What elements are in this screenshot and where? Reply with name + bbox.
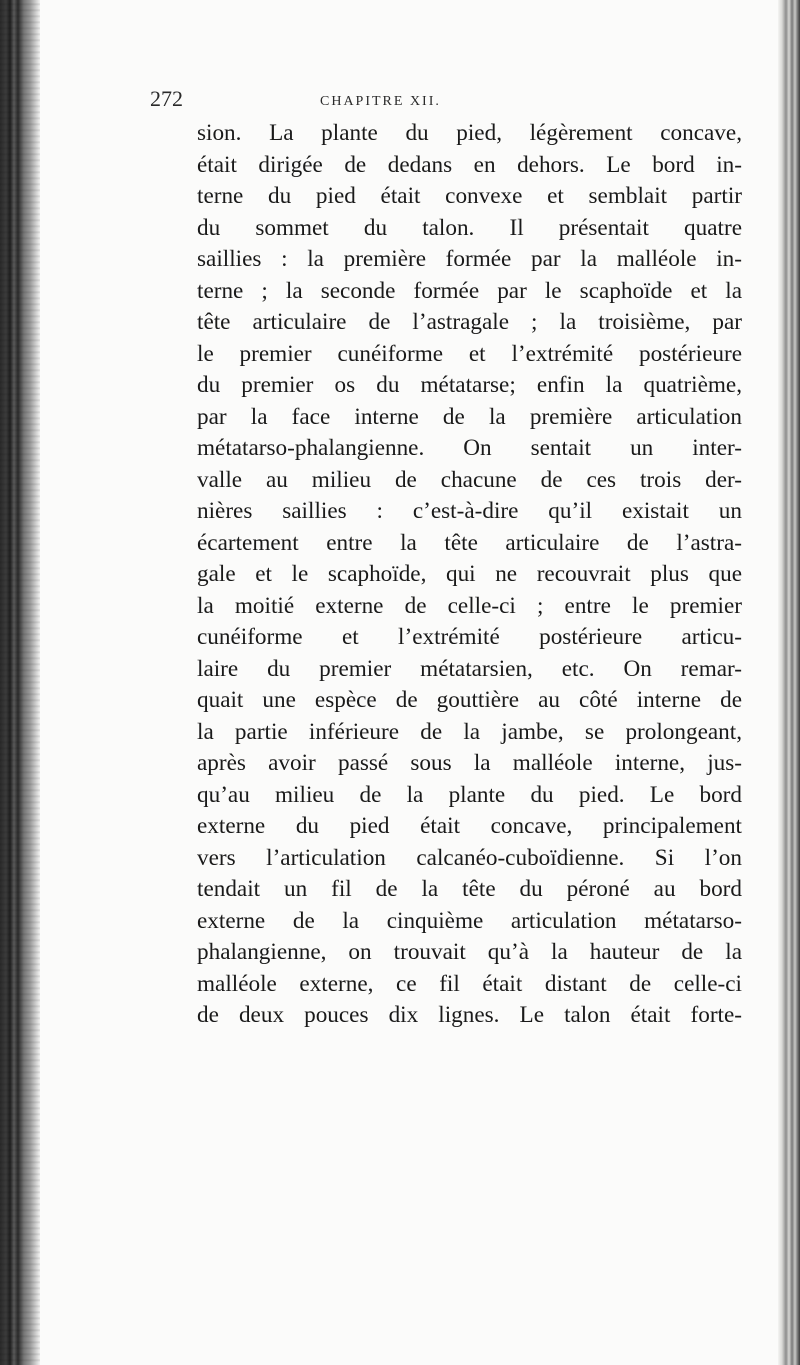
text-line: nières saillies : c’est-à-dire qu’il existait un <box>197 498 742 524</box>
running-head: CHAPITRE XII. <box>320 94 441 109</box>
text-line: externe du pied était concave, principalement <box>197 813 742 839</box>
text-line: tête articulaire de l’astragale ; la troisième, par <box>197 309 742 335</box>
text-line: laire du premier métatarsien, etc. On remar- <box>197 655 742 682</box>
body-text <box>197 118 742 1032</box>
text-line: qu’au milieu de la plante du pied. Le bord <box>197 781 742 808</box>
text-line: la partie inférieure de la jambe, se prolongeant, <box>197 718 742 745</box>
text-line: sion. La plante du pied, légèrement concave, <box>197 120 742 146</box>
text-line: était dirigée de dedans en dehors. Le bord in- <box>197 151 742 178</box>
text-line: vers l’articulation calcanéo-cuboïdienne. Si l’on <box>197 844 742 871</box>
text-line: la moitié externe de celle-ci ; entre le premier <box>197 592 742 619</box>
text-line: le premier cunéiforme et l’extrémité postérieure <box>197 340 742 367</box>
binding-texture <box>0 0 40 1365</box>
text-line: du sommet du talon. Il présentait quatre <box>197 214 742 241</box>
page-number: 272 <box>150 86 183 111</box>
text-line: par la face interne de la première articulation <box>197 403 742 430</box>
text-line: malléole externe, ce fil était distant de celle-ci <box>197 970 742 997</box>
page-header <box>150 86 710 116</box>
text-line: écartement entre la tête articulaire de l’astra- <box>197 529 742 556</box>
text-line: externe de la cinquième articulation métatarso- <box>197 907 742 934</box>
text-line: tendait un fil de la tête du péroné au bord <box>197 876 742 902</box>
text-line: de deux pouces dix lignes. Le talon était forte- <box>197 1002 742 1028</box>
text-line: métatarso-phalangienne. On sentait un inter- <box>197 435 742 461</box>
text-line: terne du pied était convexe et semblait partir <box>197 183 742 209</box>
text-line: terne ; la seconde formée par le scaphoïde et la <box>197 277 742 304</box>
text-line: valle au milieu de chacune de ces trois der- <box>197 466 742 493</box>
text-line: gale et le scaphoïde, qui ne recouvrait plus que <box>197 561 742 587</box>
text-line: phalangienne, on trouvait qu’à la hauteur de la <box>197 939 742 965</box>
text-line: cunéiforme et l’extrémité postérieure articu- <box>197 624 742 650</box>
text-line: saillies : la première formée par la malléole in- <box>197 246 742 272</box>
text-line: après avoir passé sous la malléole interne, jus- <box>197 750 742 776</box>
text-line: du premier os du métatarse; enfin la quatrième, <box>197 372 742 398</box>
text-line: quait une espèce de gouttière au côté interne de <box>197 687 742 713</box>
page-edge <box>778 0 800 1365</box>
